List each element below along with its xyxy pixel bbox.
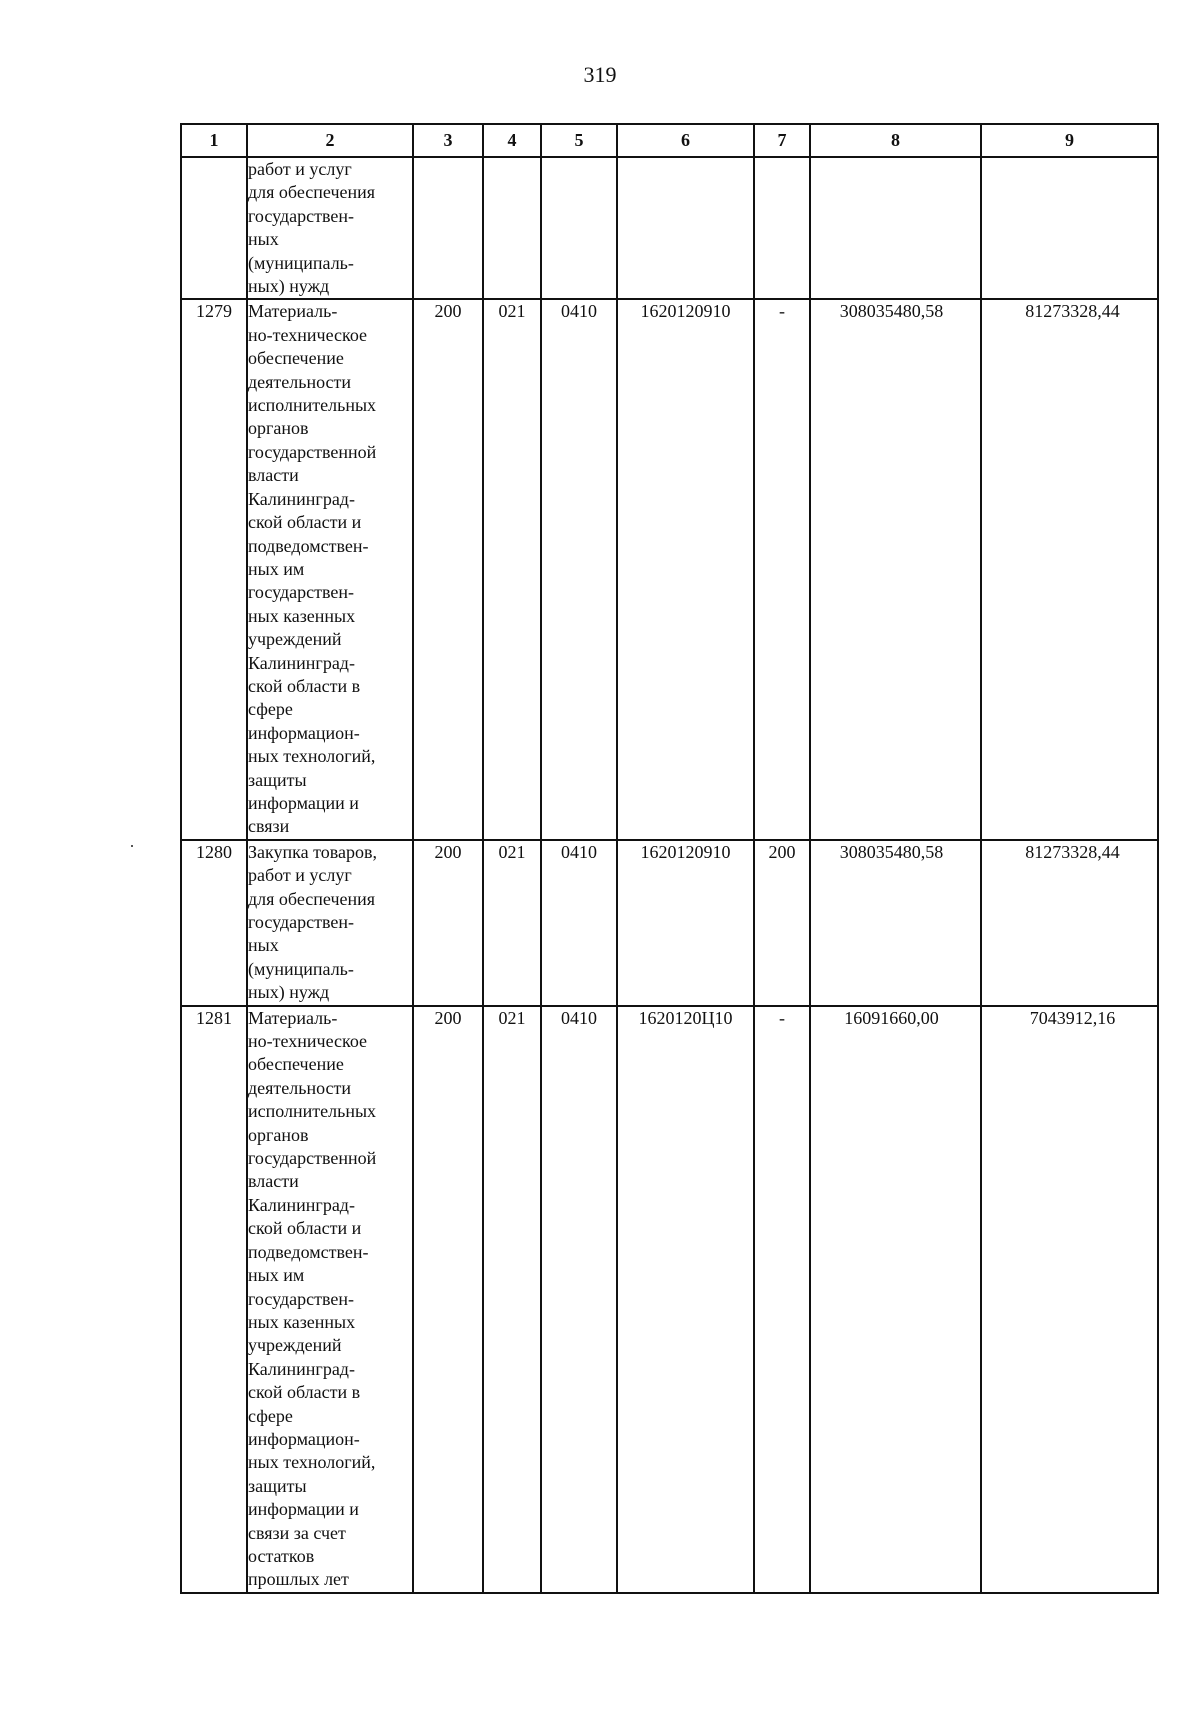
row-col-5 bbox=[541, 157, 617, 299]
row-name: Закупка товаров, работ и услуг для обеспечения государствен- ных (муниципаль- ных) нужд bbox=[247, 840, 413, 1006]
row-col-6: 1620120910 bbox=[617, 840, 754, 1006]
row-col-6: 1620120Ц10 bbox=[617, 1006, 754, 1593]
row-col-8-value: 308035480,58 bbox=[839, 301, 944, 322]
row-col-3: 200 bbox=[413, 840, 483, 1006]
budget-table bbox=[180, 123, 1159, 1594]
row-col-8-value: 308035480,58 bbox=[839, 841, 944, 862]
row-col-8 bbox=[810, 157, 981, 299]
scan-speck bbox=[131, 845, 133, 847]
row-col-4: 021 bbox=[483, 840, 541, 1006]
row-col-7 bbox=[754, 157, 810, 299]
row-name: работ и услуг для обеспечения государствен- ных (муниципаль- ных) нужд bbox=[247, 157, 413, 299]
row-col-3 bbox=[413, 157, 483, 299]
row-col-4 bbox=[483, 157, 541, 299]
row-col-9 bbox=[981, 1006, 1158, 1593]
row-col-6: 1620120910 bbox=[617, 299, 754, 839]
row-col-8 bbox=[810, 840, 981, 1006]
row-col-5: 0410 bbox=[541, 840, 617, 1006]
table-row bbox=[181, 157, 1158, 299]
header-cell-4: 4 bbox=[483, 124, 541, 157]
row-name: Материаль- но-техническое обеспечение деятельности исполнительных органов государственной власти Калининград- ской области и подведомствен- ных им государствен- ных казенных учреждений Калининград- ской области в сфере информацион- ных технологий, защиты информации и связи за счет остатков прошлых лет bbox=[247, 1006, 413, 1593]
header-cell-2: 2 bbox=[247, 124, 413, 157]
row-col-8-value: 16091660,00 bbox=[844, 1007, 939, 1028]
row-number: 1279 bbox=[181, 299, 247, 839]
row-col-5: 0410 bbox=[541, 1006, 617, 1593]
row-col-9 bbox=[981, 840, 1158, 1006]
row-number bbox=[181, 157, 247, 299]
row-col-8 bbox=[810, 299, 981, 839]
page-number: 319 bbox=[583, 62, 617, 87]
row-col-6 bbox=[617, 157, 754, 299]
header-cell-6: 6 bbox=[617, 124, 754, 157]
row-col-3: 200 bbox=[413, 299, 483, 839]
table-row bbox=[181, 1006, 1158, 1593]
row-col-3: 200 bbox=[413, 1006, 483, 1593]
row-number: 1280 bbox=[181, 840, 247, 1006]
header-cell-3: 3 bbox=[413, 124, 483, 157]
row-col-9-value: 81273328,44 bbox=[1025, 841, 1120, 862]
row-name: Материаль- но-техническое обеспечение деятельности исполнительных органов государственной власти Калининград- ской области и подведомствен- ных им государствен- ных казенных учреждений Калининград- ской области в сфере информацион- ных технологий, защиты информации и связи bbox=[247, 299, 413, 839]
header-cell-7: 7 bbox=[754, 124, 810, 157]
row-col-4: 021 bbox=[483, 299, 541, 839]
header-cell-5: 5 bbox=[541, 124, 617, 157]
row-number: 1281 bbox=[181, 1006, 247, 1593]
table-row bbox=[181, 299, 1158, 839]
row-col-5: 0410 bbox=[541, 299, 617, 839]
row-col-7: - bbox=[754, 299, 810, 839]
header-cell-8: 8 bbox=[810, 124, 981, 157]
row-col-9-value: 81273328,44 bbox=[1025, 301, 1120, 322]
row-col-7: 200 bbox=[754, 840, 810, 1006]
header-cell-9: 9 bbox=[981, 124, 1158, 157]
row-col-9 bbox=[981, 299, 1158, 839]
row-col-4: 021 bbox=[483, 1006, 541, 1593]
table-row bbox=[181, 840, 1158, 1006]
row-col-9-value: 7043912,16 bbox=[1029, 1007, 1116, 1028]
row-col-8 bbox=[810, 1006, 981, 1593]
row-col-7: - bbox=[754, 1006, 810, 1593]
header-cell-1: 1 bbox=[181, 124, 247, 157]
row-col-9 bbox=[981, 157, 1158, 299]
header-row bbox=[181, 124, 1158, 157]
